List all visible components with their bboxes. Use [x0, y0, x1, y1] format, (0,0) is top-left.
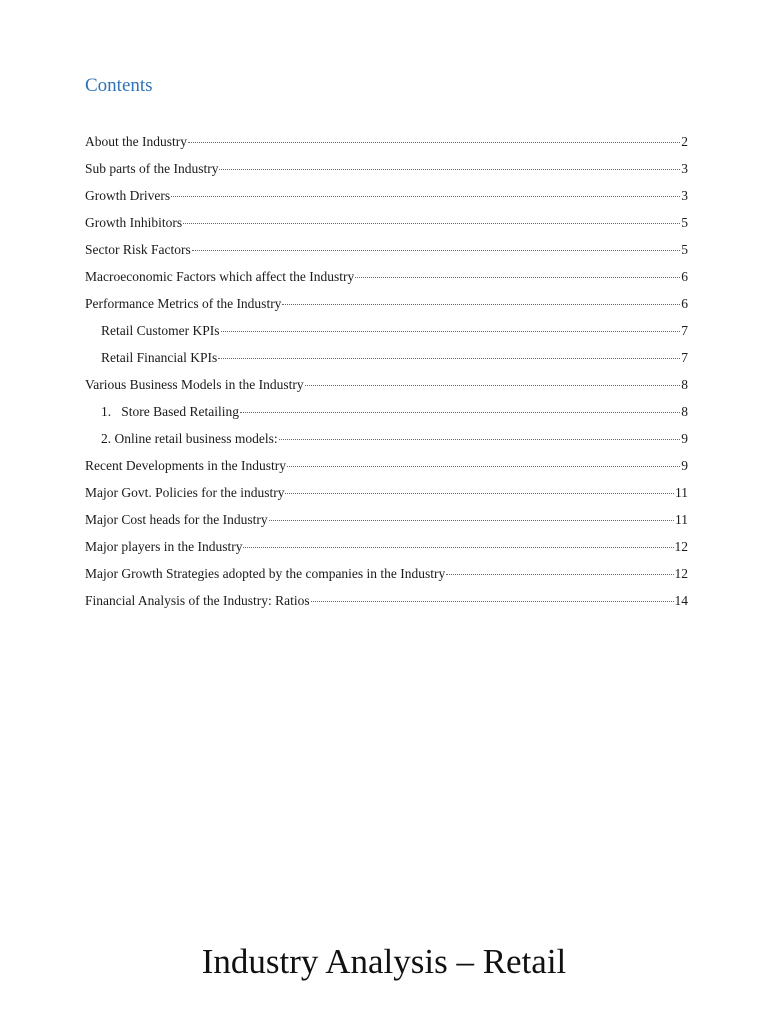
toc-entry-label: Recent Developments in the Industry	[85, 458, 286, 473]
toc-dot-leader	[221, 331, 681, 332]
toc-dot-leader	[355, 277, 680, 278]
toc-subentry[interactable]	[85, 402, 688, 429]
toc-entry-page: 12	[674, 566, 688, 581]
table-of-contents	[85, 132, 688, 618]
toc-entry[interactable]	[85, 240, 688, 267]
toc-heading: Contents	[85, 75, 153, 96]
toc-entry-label: Major Growth Strategies adopted by the companies in the Industry	[85, 566, 446, 581]
toc-entry-label: Growth Drivers	[85, 188, 171, 203]
toc-entry-label: Growth Inhibitors	[85, 215, 183, 230]
toc-entry[interactable]	[85, 159, 688, 186]
toc-entry[interactable]	[85, 456, 688, 483]
toc-entry-label: Financial Analysis of the Industry: Ratios	[85, 593, 310, 608]
toc-entry-label: Sub parts of the Industry	[85, 161, 219, 176]
toc-entry[interactable]	[85, 267, 688, 294]
toc-dot-leader	[282, 304, 680, 305]
toc-entry-label: 2. Online retail business models:	[101, 431, 278, 446]
toc-entry-page: 6	[681, 296, 688, 311]
toc-entry[interactable]	[85, 537, 688, 564]
toc-entry-label: 1. Store Based Retailing	[101, 404, 239, 419]
toc-entry-label: Major players in the Industry	[85, 539, 243, 554]
toc-dot-leader	[192, 250, 681, 251]
toc-entry-page: 11	[675, 512, 688, 527]
toc-entry[interactable]	[85, 186, 688, 213]
toc-dot-leader	[171, 196, 680, 197]
toc-entry-page: 11	[675, 485, 688, 500]
toc-entry[interactable]	[85, 213, 688, 240]
toc-entry-page: 8	[681, 377, 688, 392]
toc-entry-page: 6	[681, 269, 688, 284]
toc-entry-page: 3	[681, 161, 688, 176]
toc-dot-leader	[219, 169, 680, 170]
toc-entry-label: About the Industry	[85, 134, 187, 149]
toc-entry-page: 12	[674, 539, 688, 554]
toc-entry-label: Macroeconomic Factors which affect the Industry	[85, 269, 355, 284]
toc-dot-leader	[188, 142, 680, 143]
toc-dot-leader	[218, 358, 680, 359]
toc-entry-label: Sector Risk Factors	[85, 242, 191, 257]
toc-dot-leader	[240, 412, 680, 413]
toc-entry-label: Retail Customer KPIs	[101, 323, 220, 338]
toc-subentry[interactable]	[85, 321, 688, 348]
toc-entry-page: 7	[681, 323, 688, 338]
toc-entry-label: Retail Financial KPIs	[101, 350, 218, 365]
toc-dot-leader	[269, 520, 674, 521]
toc-entry[interactable]	[85, 132, 688, 159]
toc-dot-leader	[279, 439, 681, 440]
toc-subentry[interactable]	[85, 348, 688, 375]
toc-entry-label: Various Business Models in the Industry	[85, 377, 304, 392]
toc-entry-page: 14	[674, 593, 688, 608]
toc-entry-label: Major Cost heads for the Industry	[85, 512, 268, 527]
toc-entry-page: 5	[681, 242, 688, 257]
toc-entry[interactable]	[85, 375, 688, 402]
toc-entry-page: 2	[681, 134, 688, 149]
toc-dot-leader	[287, 466, 680, 467]
toc-dot-leader	[311, 601, 674, 602]
toc-dot-leader	[183, 223, 680, 224]
toc-entry-page: 3	[681, 188, 688, 203]
toc-entry-page: 9	[681, 431, 688, 446]
toc-entry-page: 9	[681, 458, 688, 473]
toc-dot-leader	[305, 385, 681, 386]
document-title: Industry Analysis – Retail	[201, 942, 567, 981]
toc-entry[interactable]	[85, 591, 688, 618]
toc-dot-leader	[285, 493, 674, 494]
toc-entry[interactable]	[85, 564, 688, 591]
toc-entry-label: Performance Metrics of the Industry	[85, 296, 282, 311]
toc-entry-page: 5	[681, 215, 688, 230]
toc-dot-leader	[243, 547, 673, 548]
toc-entry-page: 7	[681, 350, 688, 365]
toc-entry[interactable]	[85, 294, 688, 321]
toc-entry[interactable]	[85, 510, 688, 537]
toc-entry[interactable]	[85, 483, 688, 510]
toc-subentry[interactable]	[85, 429, 688, 456]
toc-entry-page: 8	[681, 404, 688, 419]
toc-dot-leader	[446, 574, 673, 575]
toc-entry-label: Major Govt. Policies for the industry	[85, 485, 285, 500]
